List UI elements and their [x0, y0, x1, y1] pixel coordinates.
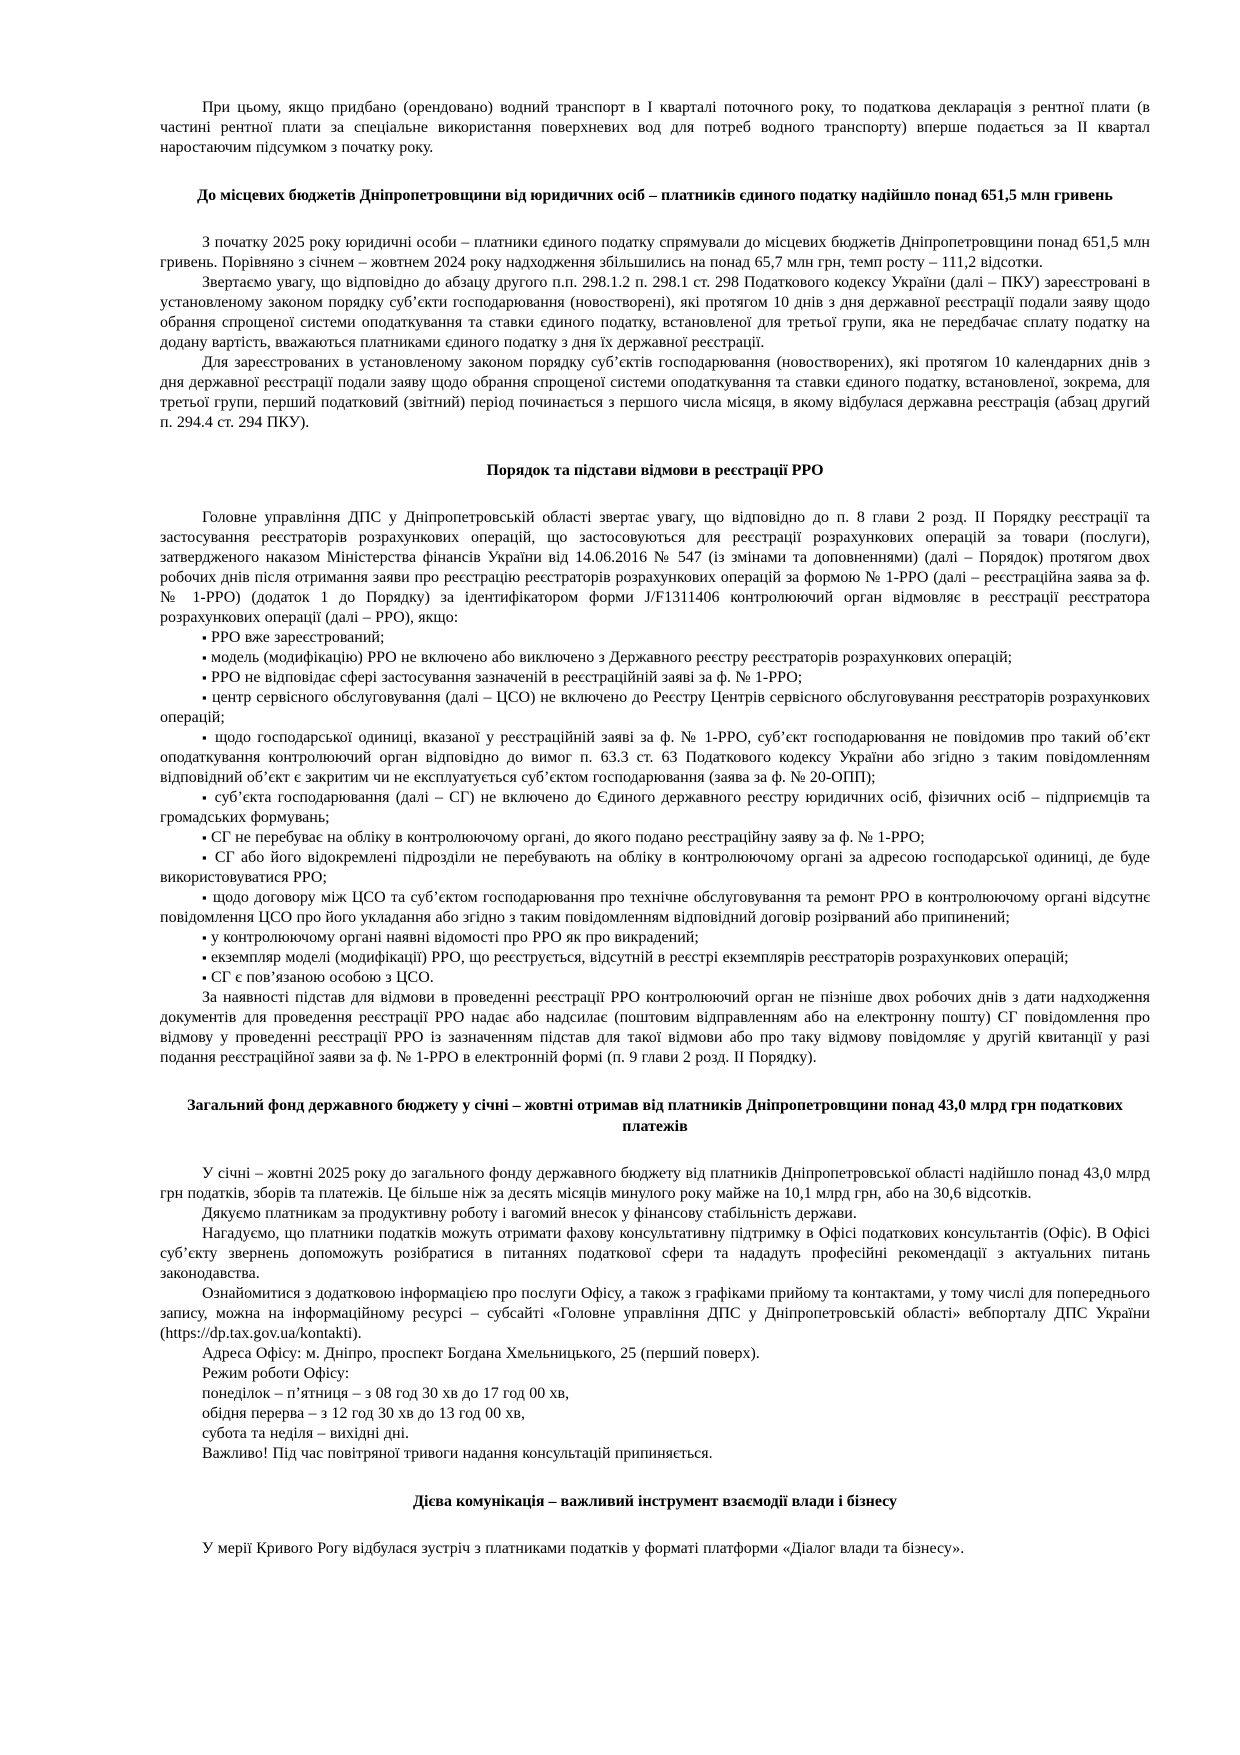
bullet-text: щодо господарської одиниці, вказаної у реєстраційній заяві за ф. № 1-РРО, суб’єкт господарювання не повідомив про такий об’єкт оподаткування контролюючий орган відповідно до вимог п. 63.3 ст. 63 Податкового кодексу України або згідно з таким повідомленням відповідний об’єкт є закритим чи не експлуатується суб’єктом господарювання (заява за ф. № 20-ОПП); — [160, 729, 1150, 786]
bullet-text: модель (модифікацію) РРО не включено або виключено з Державного реєстру реєстраторів розрахункових операцій; — [210, 649, 1013, 666]
bullet-square-icon: ▪ — [202, 970, 207, 985]
bullet-item — [160, 828, 1150, 848]
paragraph: Для зареєстрованих в установленому законом порядку суб’єктів господарювання (новостворених), які протягом 10 календарних днів з дня державної реєстрації подали заяву щодо обрання спрощеної системи оподаткування та ставки єдиного податку, встановленої, зокрема, для третьої групи, перший податковий (звітний) період починається з першого числа місяця, в якому відбулася державна реєстрація (абзац другий п. 294.4 ст. 294 ПКУ). — [160, 354, 1150, 431]
paragraph: Ознайомитися з додатковою інформацією про послуги Офісу, а також з графіками прийому та контактами, у тому числі для попереднього запису, можна на інформаційному ресурсі – субсайті «Головне управління ДПС у Дніпропетровській області» вебпорталу ДПС України (https://dp.tax.gov.ua/kontakti). — [160, 1285, 1150, 1342]
paragraph: При цьому, якщо придбано (орендовано) водний транспорт в І кварталі поточного року, то податкова декларація з рентної плати (в частині рентної плати за спеціальне використання поверхневих вод для потреб водного транспорту) вперше подається за ІІ квартал наростаючим підсумком з початку року. — [160, 99, 1150, 156]
paragraph: Звертаємо увагу, що відповідно до абзацу другого п.п. 298.1.2 п. 298.1 ст. 298 Податкового кодексу України (далі – ПКУ) зареєстровані в установленому законом порядку суб’єкти господарювання (новостворені), які протягом 10 днів з дня державної реєстрації подали заяву щодо обрання спрощеної системи оподаткування та ставки єдиного податку, встановленої для третьої групи, яка не передбачає сплату податку на додану вартість, вважаються платниками єдиного податку з дня їх державної реєстрації. — [160, 274, 1150, 351]
paragraph: Нагадуємо, що платники податків можуть отримати фахову консультативну підтримку в Офісі податкових консультантів (Офіс). В Офісі суб’єкту звернень допоможуть розібратися в питаннях податкової сфери та нададуть професійні рекомендації з актуальних питань законодавства. — [160, 1225, 1150, 1282]
bullet-square-icon: ▪ — [202, 930, 207, 945]
paragraph: субота та неділя – вихідні дні. — [202, 1425, 410, 1442]
bullet-item — [160, 728, 1150, 788]
paragraph: обідня перерва – з 12 год 30 хв до 13 год 00 хв, — [202, 1405, 525, 1422]
bullet-text: у контролюючому органі наявні відомості про РРО як про викрадений; — [210, 929, 699, 946]
bullet-text: СГ або його відокремлені підрозділи не перебувають на обліку в контролюючому органі за адресою господарської одиниці, де буде використовуватися РРО; — [160, 849, 1150, 886]
bullet-square-icon: ▪ — [202, 790, 209, 805]
bullet-item — [160, 968, 1150, 988]
section-heading: Дієва комунікація – важливий інструмент взаємодії влади і бізнесу — [412, 1493, 898, 1510]
bullet-text: щодо договору між ЦСО та суб’єктом господарювання про технічне обслуговування та ремонт РРО в контролюючому органі відсутнє повідомлення ЦСО про його укладання або згідно з таким повідомленням відповідний договір розірваний або припинений; — [160, 889, 1150, 926]
bullet-text: СГ не перебуває на обліку в контролюючому органі, до якого подано реєстраційну заяву за ф. № 1-РРО; — [210, 829, 925, 846]
bullet-item — [160, 928, 1150, 948]
paragraph: понеділок – п’ятниця – з 08 год 30 хв до 17 год 00 хв, — [202, 1385, 570, 1402]
bullet-item — [160, 948, 1150, 968]
section-heading: Порядок та підстави відмови в реєстрації РРО — [486, 462, 824, 479]
bullet-item — [160, 668, 1150, 688]
paragraph: Режим роботи Офісу: — [202, 1365, 350, 1382]
bullet-text: РРО не відповідає сфері застосування зазначеній в реєстраційній заяві за ф. № 1-РРО; — [210, 669, 803, 686]
paragraph: Головне управління ДПС у Дніпропетровській області звертає увагу, що відповідно до п. 8 глави 2 розд. ІІ Порядку реєстрації та застосування реєстраторів розрахункових операцій, що застосовуються для реєстрації розрахункових операцій за товари (послуги), затвердженого наказом Міністерства фінансів України від 14.06.2016 № 547 (із змінами та доповненнями) (далі – Порядок) протягом двох робочих днів після отримання заяви про реєстрацію реєстраторів розрахункових операцій за формою № 1-РРО (далі – реєстраційна заява за ф. № 1-РРО) (додаток 1 до Порядку) за ідентифікатором форми J/F1311406 контролюючий орган відмовляє в реєстрації реєстратора розрахункових операції (далі – РРО), якщо: — [160, 509, 1150, 626]
section-heading: До місцевих бюджетів Дніпропетровщини від юридичних осіб – платників єдиного податку надійшло понад 651,5 млн гривень — [197, 187, 1113, 204]
bullet-square-icon: ▪ — [202, 670, 207, 685]
bullet-item — [160, 788, 1150, 828]
paragraph: У мерії Кривого Рогу відбулася зустріч з платниками податків у форматі платформи «Діалог влади та бізнесу». — [202, 1540, 965, 1557]
paragraph: З початку 2025 року юридичні особи – платники єдиного податку спрямували до місцевих бюджетів Дніпропетровщини понад 651,5 млн гривень. Порівняно з січнем – жовтнем 2024 року надходження збільшились на понад 65,7 млн грн, темп росту – 111,2 відсотки. — [160, 234, 1150, 271]
bullet-item — [160, 648, 1150, 668]
paragraph: Дякуємо платникам за продуктивну роботу і вагомий внесок у фінансову стабільність держави. — [202, 1205, 857, 1222]
paragraph: За наявності підстав для відмови в проведенні реєстрації РРО контролюючий орган не пізніше двох робочих днів з дати надходження документів для проведення реєстрації РРО надає або надсилає (поштовим відправленням або на електронну пошту) СГ повідомлення про відмову у проведенні реєстрації РРО із зазначенням підстав для такої відмови або про таку відмову повідомляє у другій квитанції у разі подання реєстраційної заяви за ф. № 1-РРО в електронній формі (п. 9 глави 2 розд. ІІ Порядку). — [160, 989, 1150, 1066]
bullet-text: СГ є пов’язаною особою з ЦСО. — [210, 969, 434, 986]
paragraph: У січні – жовтні 2025 року до загального фонду державного бюджету від платників Дніпропетровської області надійшло понад 43,0 млрд грн податків, зборів та платежів. Це більше ніж за десять місяців минулого року майже на 10,1 млрд грн, або на 30,6 відсотків. — [160, 1165, 1150, 1202]
bullet-text: центр сервісного обслуговування (далі – ЦСО) не включено до Реєстру Центрів сервісного обслуговування реєстраторів розрахункових операцій; — [160, 689, 1151, 726]
paragraph: Адреса Офісу: м. Дніпро, проспект Богдана Хмельницького, 25 (перший поверх). — [202, 1345, 760, 1362]
bullet-text: РРО вже зареєстрований; — [210, 629, 385, 646]
bullet-item — [160, 888, 1150, 928]
bullet-square-icon: ▪ — [202, 730, 209, 745]
bullet-item — [160, 688, 1150, 728]
section-heading: Загальний фонд державного бюджету у січні – жовтні отримав від платників Дніпропетровщини понад 43,0 млрд грн податкових платежів — [187, 1097, 1123, 1135]
bullet-square-icon: ▪ — [202, 830, 207, 845]
paragraph: Важливо! Під час повітряної тривоги надання консультацій припиняється. — [202, 1445, 713, 1462]
bullet-item — [160, 628, 1150, 648]
bullet-square-icon: ▪ — [202, 630, 207, 645]
bullet-square-icon: ▪ — [202, 650, 207, 665]
bullet-square-icon: ▪ — [202, 950, 207, 965]
bullet-square-icon: ▪ — [202, 890, 208, 905]
bullet-square-icon: ▪ — [202, 850, 209, 865]
bullet-square-icon: ▪ — [202, 690, 208, 705]
bullet-text: суб’єкта господарювання (далі – СГ) не включено до Єдиного державного реєстру юридичних осіб, фізичних осіб – підприємців та громадських формувань; — [160, 789, 1150, 826]
bullet-item — [160, 848, 1150, 888]
bullet-text: екземпляр моделі (модифікації) РРО, що реєструється, відсутній в реєстрі екземплярів реєстраторів розрахункових операцій; — [210, 949, 1069, 966]
